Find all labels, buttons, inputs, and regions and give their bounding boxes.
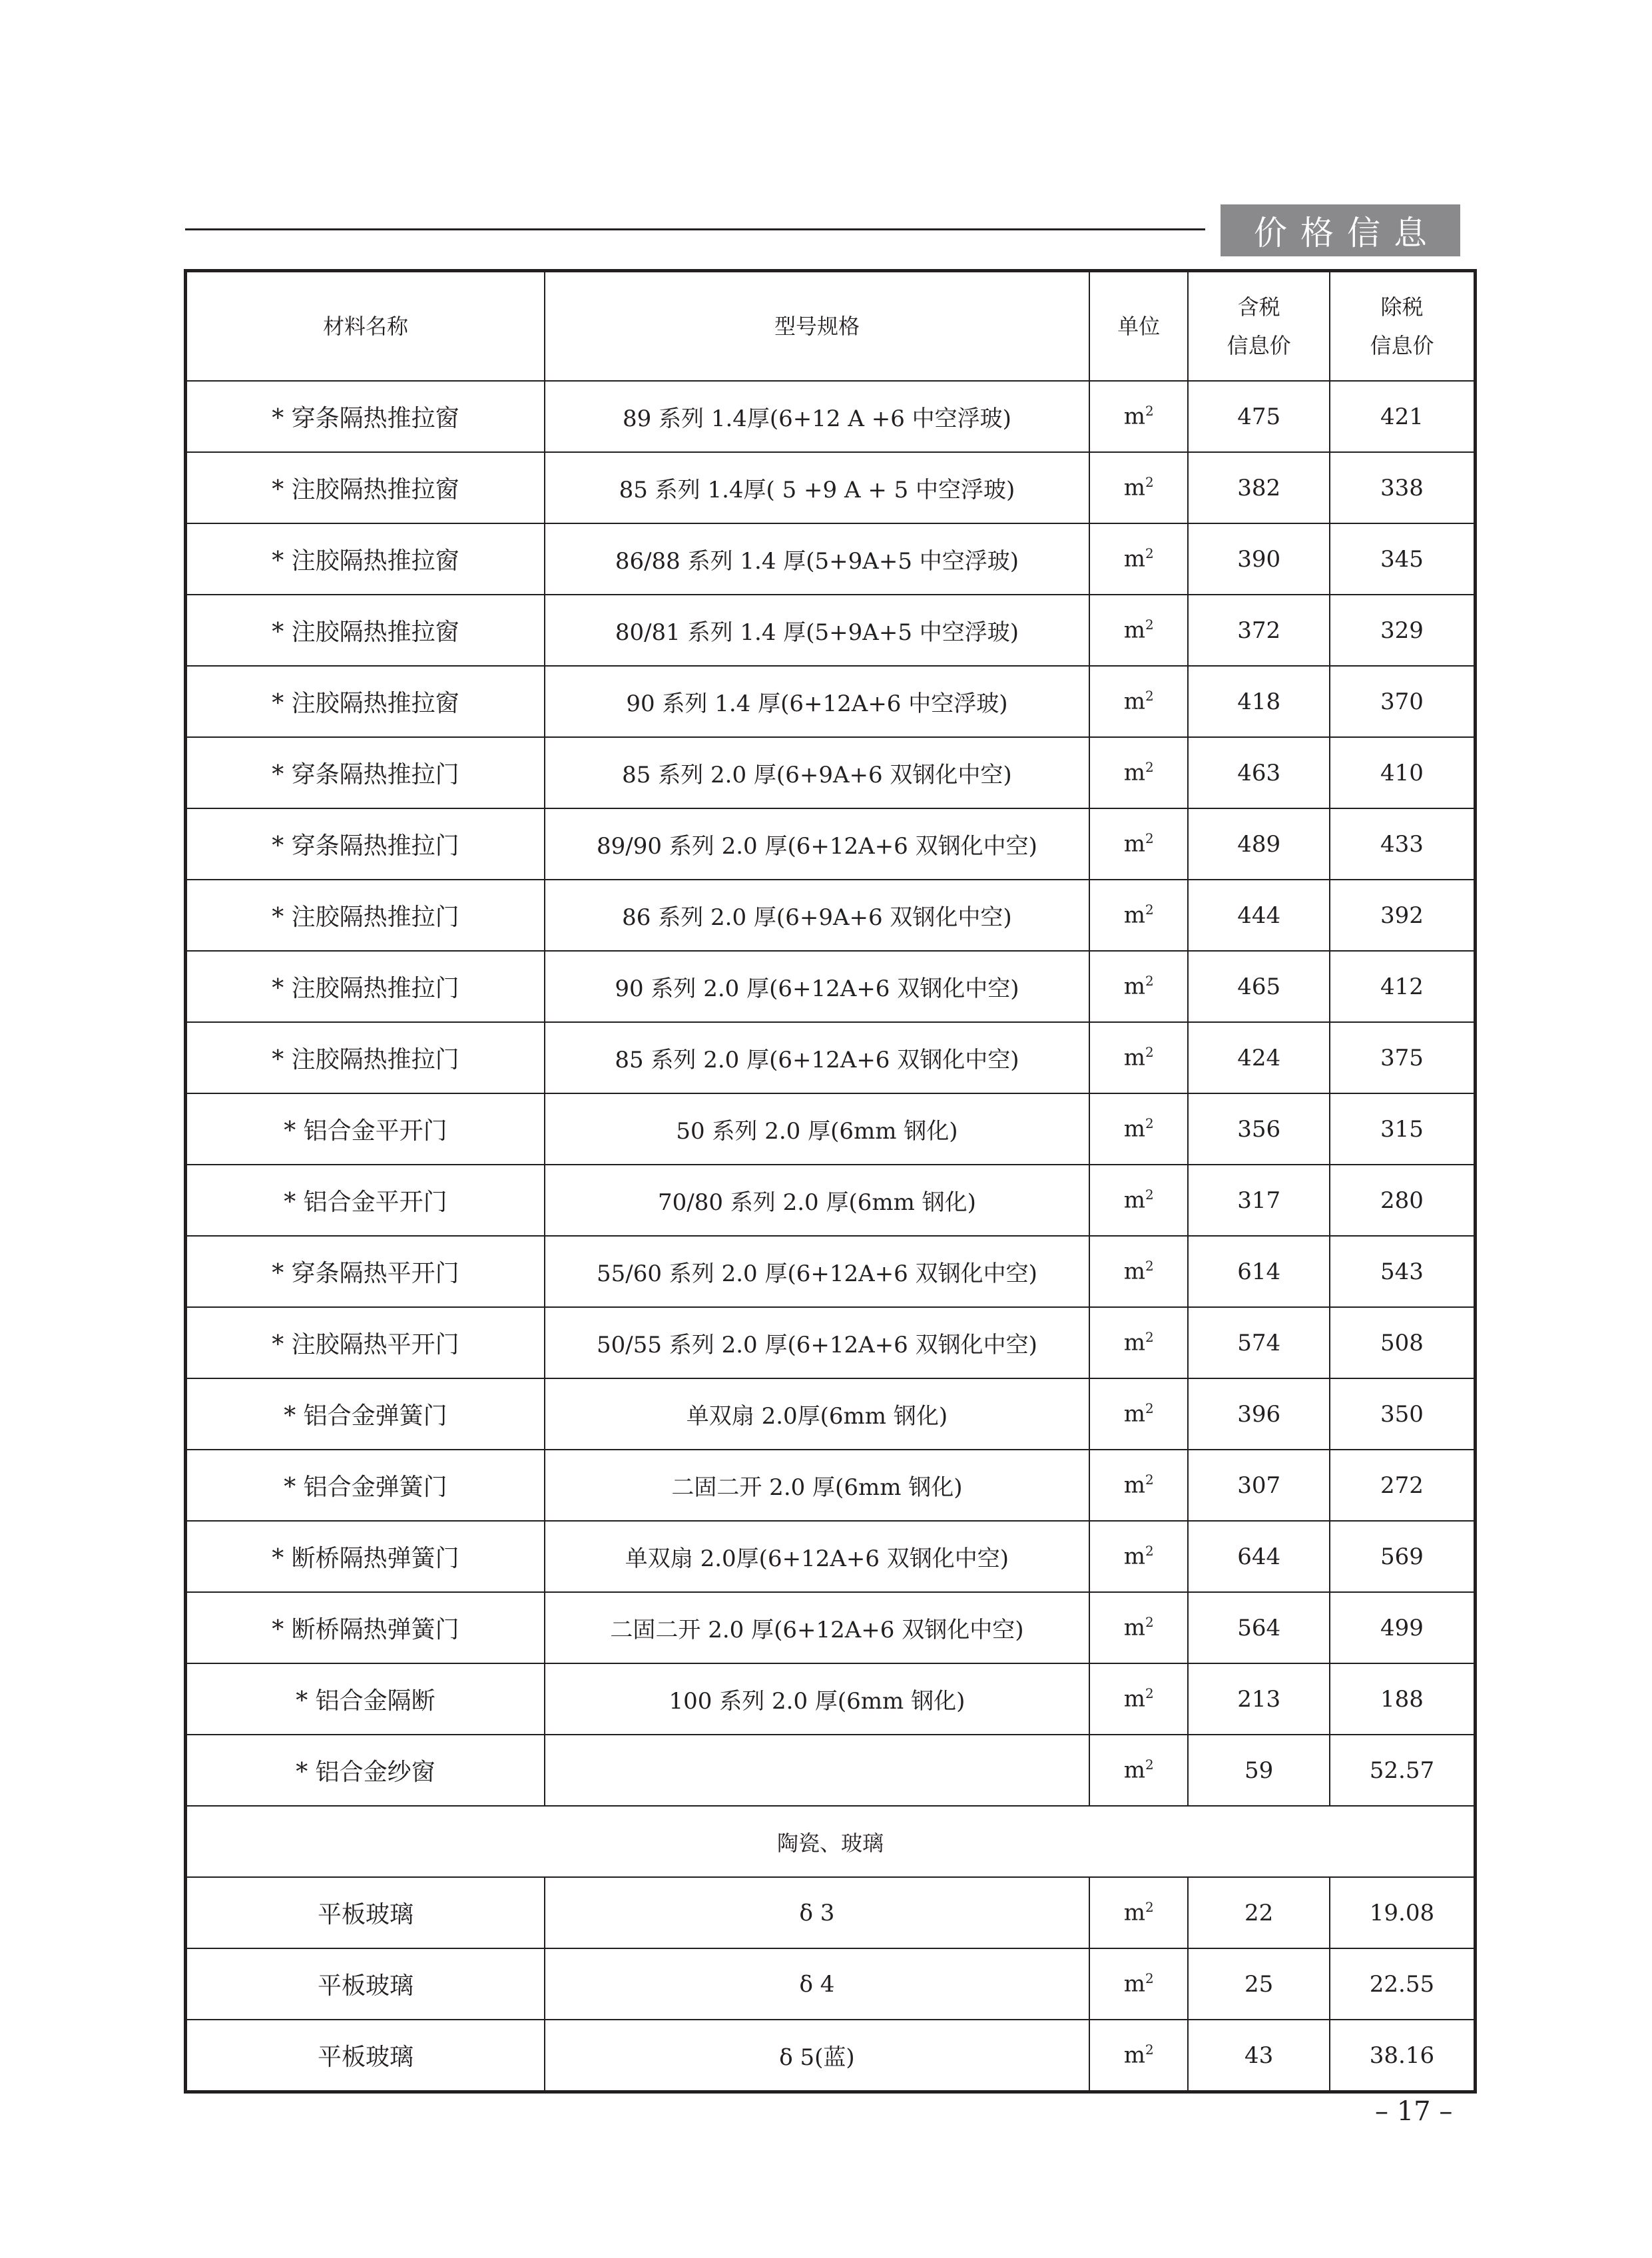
material-name-cell: * 铝合金纱窗 (186, 1735, 545, 1806)
price-notax-cell: 345 (1330, 523, 1476, 595)
unit-superscript: 2 (1145, 1757, 1154, 1773)
price-notax-cell: 188 (1330, 1663, 1476, 1735)
price-tax-cell: 574 (1188, 1307, 1330, 1378)
table-row (186, 1877, 1476, 1948)
unit-superscript: 2 (1145, 830, 1154, 847)
spec-cell: δ 4 (545, 1948, 1089, 2020)
price-tax-cell: 418 (1188, 666, 1330, 737)
unit-text: m (1123, 1115, 1145, 1143)
column-header-price-tax: 含税 信息价 (1188, 271, 1330, 382)
price-tax-cell: 25 (1188, 1948, 1330, 2020)
spec-cell: 90 系列 1.4 厚(6+12A+6 中空浮玻) (545, 666, 1089, 737)
unit-cell (1089, 381, 1188, 452)
unit-text: m (1123, 1329, 1145, 1356)
column-header-unit: 单位 (1089, 271, 1188, 382)
unit-superscript: 2 (1145, 1258, 1154, 1274)
spec-cell: δ 3 (545, 1877, 1089, 1948)
material-name-cell: 平板玻璃 (186, 2020, 545, 2092)
material-name-cell: * 穿条隔热推拉门 (186, 808, 545, 880)
column-header-spec: 型号规格 (545, 271, 1089, 382)
column-header-material: 材料名称 (186, 271, 545, 382)
unit-superscript: 2 (1145, 1685, 1154, 1702)
price-notax-cell: 433 (1330, 808, 1476, 880)
price-tax-cell: 356 (1188, 1093, 1330, 1165)
table-row (186, 1022, 1476, 1093)
material-name-cell: 平板玻璃 (186, 1877, 545, 1948)
material-name-cell: * 注胶隔热推拉门 (186, 1022, 545, 1093)
unit-superscript: 2 (1145, 1899, 1154, 1916)
unit-cell (1089, 1378, 1188, 1450)
unit-cell (1089, 1450, 1188, 1521)
spec-cell: 二固二开 2.0 厚(6+12A+6 双钢化中空) (545, 1592, 1089, 1663)
unit-superscript: 2 (1145, 759, 1154, 776)
price-notax-cell: 272 (1330, 1450, 1476, 1521)
table-row (186, 381, 1476, 452)
unit-text: m (1123, 1400, 1145, 1428)
unit-cell (1089, 1165, 1188, 1236)
price-notax-cell: 421 (1330, 381, 1476, 452)
material-name-cell: * 铝合金平开门 (186, 1093, 545, 1165)
price-notax-cell: 280 (1330, 1165, 1476, 1236)
unit-cell (1089, 452, 1188, 523)
unit-cell (1089, 880, 1188, 951)
price-notax-cell: 370 (1330, 666, 1476, 737)
price-notax-cell: 22.55 (1330, 1948, 1476, 2020)
price-notax-cell: 569 (1330, 1521, 1476, 1592)
unit-text: m (1123, 902, 1145, 929)
spec-cell: δ 5(蓝) (545, 2020, 1089, 2092)
price-notax-cell: 392 (1330, 880, 1476, 951)
unit-superscript: 2 (1145, 688, 1154, 705)
unit-superscript: 2 (1145, 1115, 1154, 1132)
table-row (186, 808, 1476, 880)
price-notax-cell: 375 (1330, 1022, 1476, 1093)
unit-cell (1089, 595, 1188, 666)
price-tax-cell: 59 (1188, 1735, 1330, 1806)
unit-superscript: 2 (1145, 902, 1154, 918)
spec-cell: 85 系列 2.0 厚(6+9A+6 双钢化中空) (545, 737, 1089, 808)
unit-text: m (1123, 759, 1145, 786)
material-name-cell: * 穿条隔热平开门 (186, 1236, 545, 1307)
unit-superscript: 2 (1145, 973, 1154, 989)
unit-text: m (1123, 1757, 1145, 1784)
material-name-cell: * 断桥隔热弹簧门 (186, 1521, 545, 1592)
section-title-badge: 价格信息 (1221, 204, 1460, 256)
price-tax-cell: 43 (1188, 2020, 1330, 2092)
table-row (186, 523, 1476, 595)
unit-cell (1089, 737, 1188, 808)
unit-cell (1089, 2020, 1188, 2092)
unit-text: m (1123, 617, 1145, 644)
price-tax-cell: 489 (1188, 808, 1330, 880)
unit-text: m (1123, 1543, 1145, 1570)
unit-text: m (1123, 474, 1145, 501)
material-name-cell: * 铝合金弹簧门 (186, 1450, 545, 1521)
unit-cell (1089, 1663, 1188, 1735)
table-row (186, 1307, 1476, 1378)
unit-cell (1089, 1521, 1188, 1592)
material-name-cell: * 断桥隔热弹簧门 (186, 1592, 545, 1663)
unit-text: m (1123, 403, 1145, 430)
table-row (186, 1663, 1476, 1735)
spec-cell: 单双扇 2.0厚(6mm 钢化) (545, 1378, 1089, 1450)
price-tax-cell: 372 (1188, 595, 1330, 666)
unit-cell (1089, 808, 1188, 880)
table-row (186, 880, 1476, 951)
spec-cell: 100 系列 2.0 厚(6mm 钢化) (545, 1663, 1089, 1735)
spec-cell: 50/55 系列 2.0 厚(6+12A+6 双钢化中空) (545, 1307, 1089, 1378)
unit-cell (1089, 666, 1188, 737)
unit-cell (1089, 1022, 1188, 1093)
unit-superscript: 2 (1145, 403, 1154, 420)
material-name-cell: * 铝合金平开门 (186, 1165, 545, 1236)
unit-superscript: 2 (1145, 1329, 1154, 1346)
table-row (186, 951, 1476, 1022)
unit-cell (1089, 523, 1188, 595)
unit-text: m (1123, 1044, 1145, 1071)
unit-superscript: 2 (1145, 617, 1154, 633)
table-row (186, 1236, 1476, 1307)
unit-superscript: 2 (1145, 1044, 1154, 1061)
price-notax-cell: 19.08 (1330, 1877, 1476, 1948)
spec-cell: 86/88 系列 1.4 厚(5+9A+5 中空浮玻) (545, 523, 1089, 595)
unit-cell (1089, 1735, 1188, 1806)
price-tax-cell: 390 (1188, 523, 1330, 595)
unit-text: m (1123, 1685, 1145, 1713)
spec-cell: 85 系列 1.4厚( 5 +9 A + 5 中空浮玻) (545, 452, 1089, 523)
price-notax-cell: 329 (1330, 595, 1476, 666)
unit-text: m (1123, 688, 1145, 715)
unit-superscript: 2 (1145, 1472, 1154, 1488)
column-header-price-notax: 除税 信息价 (1330, 271, 1476, 382)
unit-text: m (1123, 2042, 1145, 2069)
unit-superscript: 2 (1145, 1614, 1154, 1631)
price-table (184, 269, 1477, 2094)
material-name-cell: 平板玻璃 (186, 1948, 545, 2020)
table-row (186, 595, 1476, 666)
table-header-row (186, 271, 1476, 382)
price-notax-cell: 315 (1330, 1093, 1476, 1165)
price-tax-cell: 396 (1188, 1378, 1330, 1450)
price-notax-cell: 52.57 (1330, 1735, 1476, 1806)
table-row (186, 1165, 1476, 1236)
price-tax-cell: 382 (1188, 452, 1330, 523)
unit-superscript: 2 (1145, 1543, 1154, 1559)
unit-superscript: 2 (1145, 1970, 1154, 1987)
price-notax-cell: 338 (1330, 452, 1476, 523)
unit-superscript: 2 (1145, 1187, 1154, 1203)
unit-cell (1089, 1307, 1188, 1378)
price-notax-cell: 499 (1330, 1592, 1476, 1663)
unit-text: m (1123, 973, 1145, 1000)
price-tax-cell: 307 (1188, 1450, 1330, 1521)
price-notax-cell: 350 (1330, 1378, 1476, 1450)
material-name-cell: * 注胶隔热推拉门 (186, 880, 545, 951)
price-tax-cell: 444 (1188, 880, 1330, 951)
material-name-cell: * 穿条隔热推拉窗 (186, 381, 545, 452)
table-row (186, 737, 1476, 808)
table-row (186, 666, 1476, 737)
price-tax-cell: 564 (1188, 1592, 1330, 1663)
material-name-cell: * 注胶隔热推拉窗 (186, 452, 545, 523)
spec-cell: 单双扇 2.0厚(6+12A+6 双钢化中空) (545, 1521, 1089, 1592)
price-tax-cell: 463 (1188, 737, 1330, 808)
unit-cell (1089, 1592, 1188, 1663)
unit-text: m (1123, 1187, 1145, 1214)
price-tax-cell: 213 (1188, 1663, 1330, 1735)
price-notax-cell: 410 (1330, 737, 1476, 808)
price-notax-cell: 38.16 (1330, 2020, 1476, 2092)
unit-cell (1089, 1948, 1188, 2020)
unit-text: m (1123, 1258, 1145, 1285)
material-name-cell: * 注胶隔热推拉窗 (186, 595, 545, 666)
unit-cell (1089, 951, 1188, 1022)
unit-cell (1089, 1093, 1188, 1165)
spec-cell: 85 系列 2.0 厚(6+12A+6 双钢化中空) (545, 1022, 1089, 1093)
price-notax-cell: 508 (1330, 1307, 1476, 1378)
unit-text: m (1123, 1970, 1145, 1998)
table-row (186, 1378, 1476, 1450)
unit-superscript: 2 (1145, 545, 1154, 562)
unit-cell (1089, 1236, 1188, 1307)
table-row (186, 1735, 1476, 1806)
table-row (186, 1521, 1476, 1592)
unit-text: m (1123, 830, 1145, 858)
spec-cell: 70/80 系列 2.0 厚(6mm 钢化) (545, 1165, 1089, 1236)
unit-text: m (1123, 545, 1145, 573)
spec-cell: 86 系列 2.0 厚(6+9A+6 双钢化中空) (545, 880, 1089, 951)
unit-text: m (1123, 1899, 1145, 1926)
section-row (186, 1806, 1476, 1877)
section-label: 陶瓷、玻璃 (186, 1806, 1476, 1877)
spec-cell: 50 系列 2.0 厚(6mm 钢化) (545, 1093, 1089, 1165)
price-tax-cell: 475 (1188, 381, 1330, 452)
material-name-cell: * 铝合金隔断 (186, 1663, 545, 1735)
material-name-cell: * 注胶隔热推拉窗 (186, 666, 545, 737)
spec-cell: 55/60 系列 2.0 厚(6+12A+6 双钢化中空) (545, 1236, 1089, 1307)
price-tax-cell: 22 (1188, 1877, 1330, 1948)
header-rule (185, 228, 1205, 230)
price-notax-cell: 412 (1330, 951, 1476, 1022)
price-notax-cell: 543 (1330, 1236, 1476, 1307)
table-row (186, 2020, 1476, 2092)
price-tax-cell: 317 (1188, 1165, 1330, 1236)
material-name-cell: * 注胶隔热推拉窗 (186, 523, 545, 595)
unit-text: m (1123, 1472, 1145, 1499)
spec-cell: 80/81 系列 1.4 厚(5+9A+5 中空浮玻) (545, 595, 1089, 666)
price-tax-cell: 424 (1188, 1022, 1330, 1093)
unit-cell (1089, 1877, 1188, 1948)
spec-cell (545, 1735, 1089, 1806)
table-row (186, 1592, 1476, 1663)
price-tax-cell: 465 (1188, 951, 1330, 1022)
page-number: – 17 – (1375, 2096, 1453, 2127)
table-row (186, 1948, 1476, 2020)
spec-cell: 90 系列 2.0 厚(6+12A+6 双钢化中空) (545, 951, 1089, 1022)
unit-text: m (1123, 1614, 1145, 1641)
unit-superscript: 2 (1145, 1400, 1154, 1417)
spec-cell: 89 系列 1.4厚(6+12 A +6 中空浮玻) (545, 381, 1089, 452)
price-tax-cell: 644 (1188, 1521, 1330, 1592)
material-name-cell: * 穿条隔热推拉门 (186, 737, 545, 808)
material-name-cell: * 注胶隔热平开门 (186, 1307, 545, 1378)
material-name-cell: * 铝合金弹簧门 (186, 1378, 545, 1450)
spec-cell: 89/90 系列 2.0 厚(6+12A+6 双钢化中空) (545, 808, 1089, 880)
table-row (186, 1093, 1476, 1165)
table-row (186, 1450, 1476, 1521)
spec-cell: 二固二开 2.0 厚(6mm 钢化) (545, 1450, 1089, 1521)
unit-superscript: 2 (1145, 2042, 1154, 2058)
table-row (186, 452, 1476, 523)
material-name-cell: * 注胶隔热推拉门 (186, 951, 545, 1022)
price-tax-cell: 614 (1188, 1236, 1330, 1307)
unit-superscript: 2 (1145, 474, 1154, 491)
